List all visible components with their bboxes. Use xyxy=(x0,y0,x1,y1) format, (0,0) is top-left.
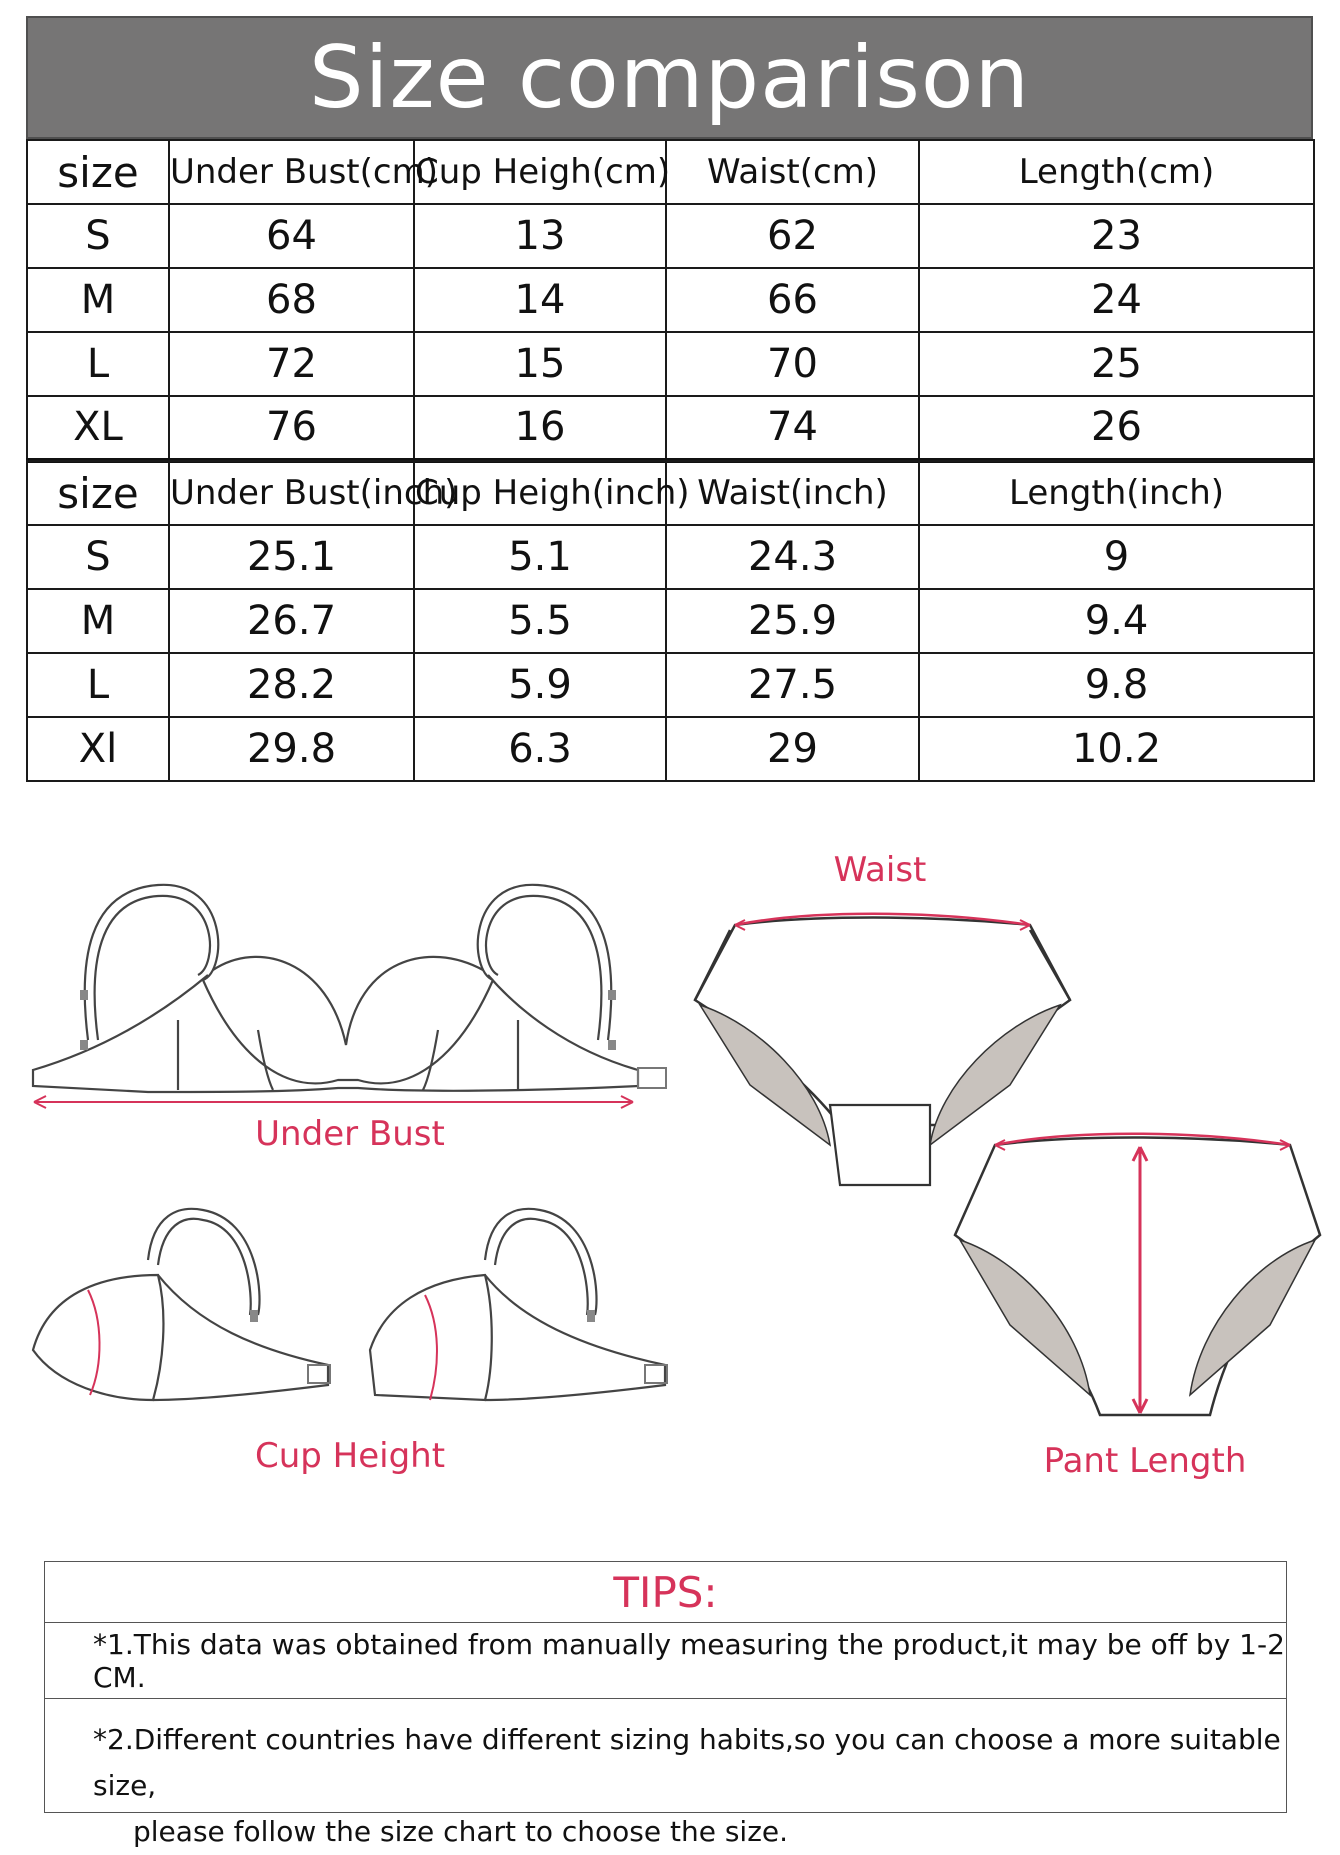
table-cell: 26.7 xyxy=(169,589,414,653)
table-cell: M xyxy=(27,268,169,332)
table-cell: 5.1 xyxy=(414,525,666,589)
table-cell: 10.2 xyxy=(919,717,1314,781)
size-table-inch xyxy=(26,460,1315,782)
bra-side-diagram-left xyxy=(28,1205,338,1415)
header-cell: Waist(inch) xyxy=(666,461,919,525)
table-row xyxy=(27,589,1314,653)
bra-side-diagram-right xyxy=(365,1205,675,1415)
table-cell: 64 xyxy=(169,204,414,268)
table-cell: 28.2 xyxy=(169,653,414,717)
table-row xyxy=(27,332,1314,396)
header-cell: Under Bust(inch) xyxy=(169,461,414,525)
table-cell: 74 xyxy=(666,396,919,460)
tips-title: TIPS: xyxy=(45,1562,1286,1623)
table-row xyxy=(27,268,1314,332)
table-cell: 14 xyxy=(414,268,666,332)
table-cell: 68 xyxy=(169,268,414,332)
header-cell: Length(inch) xyxy=(919,461,1314,525)
table-cell: 72 xyxy=(169,332,414,396)
table-header-row xyxy=(27,461,1314,525)
header-cell: size xyxy=(27,461,169,525)
table-cell: S xyxy=(27,204,169,268)
waist-label: Waist xyxy=(833,850,927,890)
table-cell: 66 xyxy=(666,268,919,332)
table-cell: 9.4 xyxy=(919,589,1314,653)
table-cell: 23 xyxy=(919,204,1314,268)
size-table-cm xyxy=(26,139,1315,463)
header-cell: Length(cm) xyxy=(919,140,1314,204)
table-row xyxy=(27,204,1314,268)
header-cell: Cup Heigh(inch) xyxy=(414,461,666,525)
table-row xyxy=(27,525,1314,589)
table-cell: 25.1 xyxy=(169,525,414,589)
header-cell: Under Bust(cm) xyxy=(169,140,414,204)
table-cell: XL xyxy=(27,396,169,460)
table-cell: L xyxy=(27,332,169,396)
bra-front-diagram xyxy=(28,870,668,1120)
tip-2 xyxy=(45,1699,1286,1855)
table-row xyxy=(27,396,1314,460)
tips-box xyxy=(44,1561,1287,1848)
panty-length-diagram xyxy=(950,1125,1330,1445)
tip-2-line-1: *2.Different countries have different sizing habits,so you can choose a more suitable size, xyxy=(93,1723,1281,1802)
table-cell: 25 xyxy=(919,332,1314,396)
table-cell: Xl xyxy=(27,717,169,781)
header-cell: size xyxy=(27,140,169,204)
table-cell: 16 xyxy=(414,396,666,460)
table-cell: 76 xyxy=(169,396,414,460)
table-cell: 29.8 xyxy=(169,717,414,781)
cup-height-label: Cup Height xyxy=(254,1436,446,1476)
pant-length-label: Pant Length xyxy=(1043,1441,1247,1481)
table-row xyxy=(27,717,1314,781)
table-cell: 5.9 xyxy=(414,653,666,717)
header-cell: Cup Heigh(cm) xyxy=(414,140,666,204)
table-cell: S xyxy=(27,525,169,589)
table-cell: 27.5 xyxy=(666,653,919,717)
table-cell: 9.8 xyxy=(919,653,1314,717)
table-cell: 70 xyxy=(666,332,919,396)
under-bust-label: Under Bust xyxy=(255,1114,445,1154)
table-header-row xyxy=(27,140,1314,204)
table-cell: 24.3 xyxy=(666,525,919,589)
table-cell: 15 xyxy=(414,332,666,396)
tip-1: *1.This data was obtained from manually measuring the product,it may be off by 1-2 CM. xyxy=(45,1623,1286,1699)
table-cell: 62 xyxy=(666,204,919,268)
table-cell: L xyxy=(27,653,169,717)
table-cell: 25.9 xyxy=(666,589,919,653)
header-cell: Waist(cm) xyxy=(666,140,919,204)
table-cell: 24 xyxy=(919,268,1314,332)
tip-2-line-2: please follow the size chart to choose the size. xyxy=(133,1815,789,1848)
page-title: Size comparison xyxy=(26,16,1313,139)
table-cell: 6.3 xyxy=(414,717,666,781)
table-cell: 29 xyxy=(666,717,919,781)
table-cell: 26 xyxy=(919,396,1314,460)
table-cell: 9 xyxy=(919,525,1314,589)
table-row xyxy=(27,653,1314,717)
table-cell: 13 xyxy=(414,204,666,268)
table-cell: M xyxy=(27,589,169,653)
table-cell: 5.5 xyxy=(414,589,666,653)
